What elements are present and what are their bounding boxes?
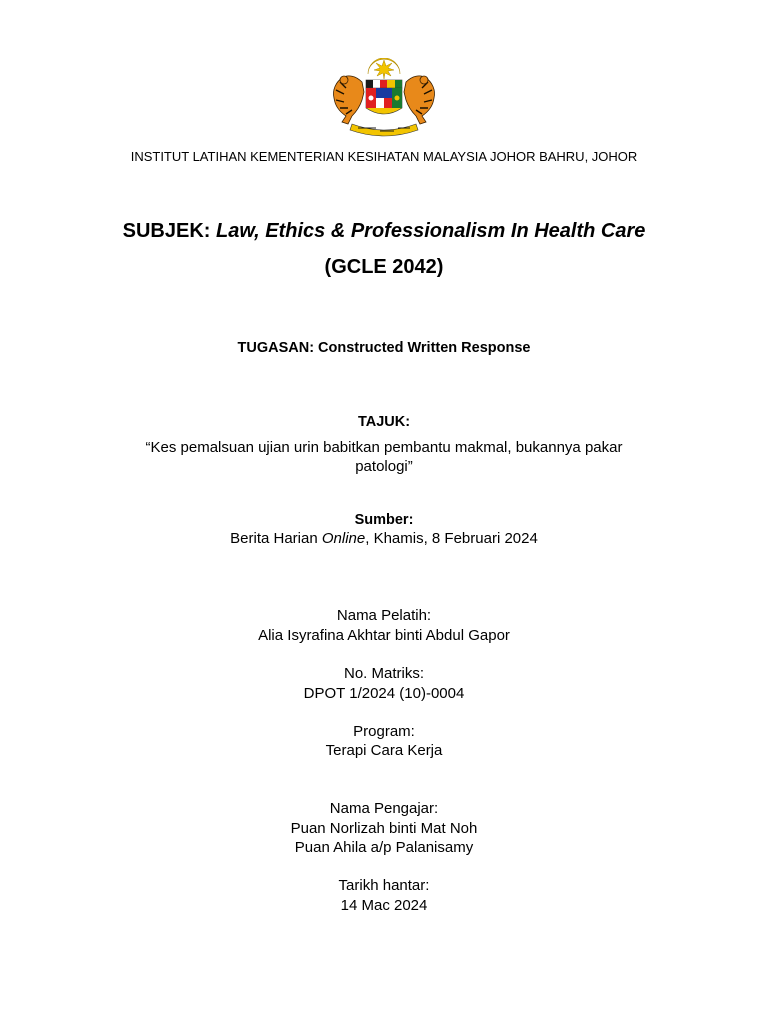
lecturer-label: Nama Pengajar: — [329, 800, 439, 817]
program-name: Terapi Cara Kerja — [325, 742, 443, 759]
matric-label: No. Matriks: — [343, 665, 424, 682]
matric-number: DPOT 1/2024 (10)-0004 — [303, 685, 465, 702]
submission-date-label: Tarikh hantar: — [338, 877, 430, 894]
source-suffix: , Khamis, 8 Februari 2024 — [365, 530, 538, 547]
subject-label: SUBJEK: — [122, 220, 216, 242]
subject-title: Law, Ethics & Professionalism In Health Care — [215, 220, 646, 242]
student-name: Alia Isyrafina Akhtar binti Abdul Gapor — [258, 627, 510, 644]
submission-date: 14 Mac 2024 — [340, 897, 428, 914]
subject-heading — [0, 220, 768, 243]
institution-name: INSTITUT LATIHAN KEMENTERIAN KESIHATAN MALAYSIA JOHOR BAHRU, JOHOR — [130, 149, 638, 164]
source-prefix: Berita Harian — [230, 530, 322, 547]
subject-code: (GCLE 2042) — [324, 256, 444, 278]
assignment-type: TUGASAN: Constructed Written Response — [237, 340, 531, 356]
topic-text: “Kes pemalsuan ujian urin babitkan pembantu makmal, bukannya pakar patologi” — [145, 439, 623, 475]
lecturer-name: Puan Ahila a/p Palanisamy — [294, 839, 474, 856]
program-label: Program: — [353, 723, 415, 740]
topic-label: TAJUK: — [357, 414, 411, 430]
lecturer-name: Puan Norlizah binti Mat Noh — [290, 820, 478, 837]
student-name-label: Nama Pelatih: — [336, 607, 432, 624]
malaysia-coat-of-arms-icon — [322, 58, 446, 140]
source-text — [0, 530, 768, 547]
source-label: Sumber: — [354, 512, 414, 528]
source-italic: Online — [321, 530, 366, 547]
